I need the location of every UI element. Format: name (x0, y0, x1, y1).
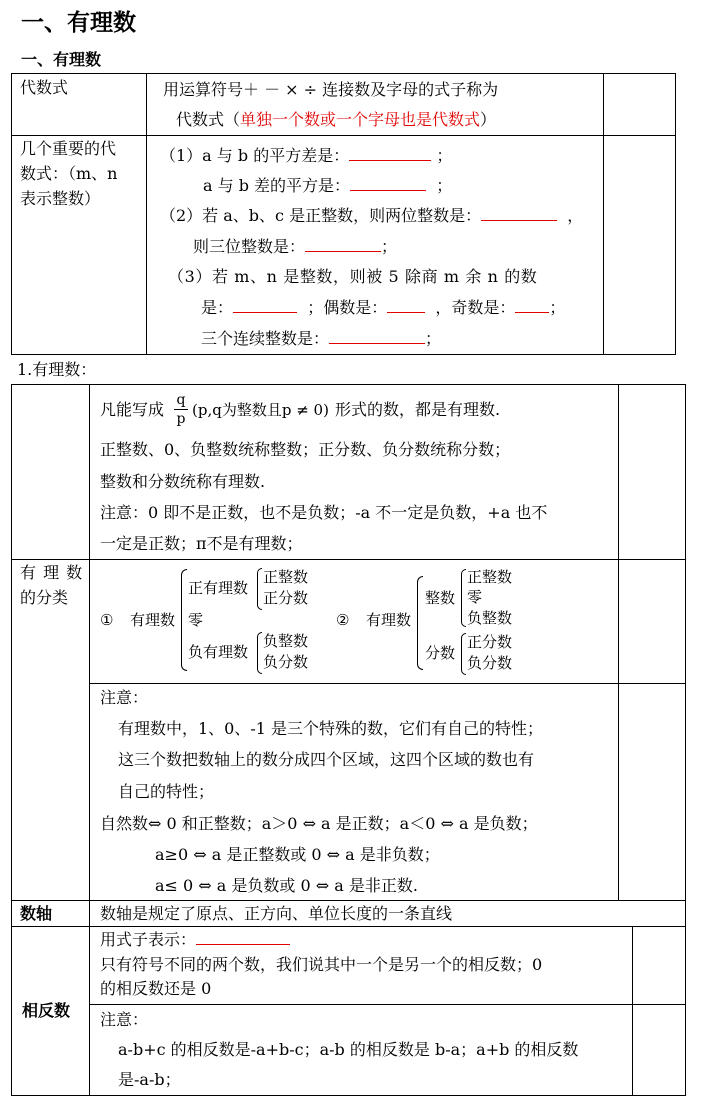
section-rational-numbers: 1.有理数： (17, 360, 97, 379)
brace (257, 568, 262, 610)
number-axis-definition: 数轴是规定了原点、正方向、单位长度的一条直线 (100, 904, 453, 923)
question-1b: a 与 b 差的平方是： ； (203, 176, 453, 195)
diagram-2-root: 有理数 (366, 611, 412, 629)
brace (417, 576, 423, 670)
fraction-bar (174, 409, 188, 410)
question-2b: 则三位整数是： ； (193, 237, 398, 256)
question-3a: （3）若 m、n 是整数，则被 5 除商 m 余 n 的数 (168, 267, 538, 286)
row-label-number-axis: 数轴 (20, 904, 53, 923)
diagram-2-positive-fraction: 正分数 (467, 633, 513, 651)
definition-suffix: 形式的数，都是有理数. (335, 400, 501, 419)
opposite-note-l1: a-b+c 的相反数是-a+b-c；a-b 的相反数是 b-a；a+b 的相反数 (118, 1040, 579, 1059)
diagram-1-zero: 零 (188, 611, 204, 629)
diagram-2-integer: 整数 (425, 589, 456, 607)
algebraic-def-line1: 用运算符号＋ － × ÷ 连接数及字母的式子称为 (163, 80, 499, 99)
row-label-important-l3: 表示整数） (20, 189, 101, 208)
question-3c: 三个连续整数是： ； (201, 329, 442, 348)
answer-blank[interactable] (305, 237, 381, 252)
algebraic-def-note: 单独一个数或一个字母也是代数式 (240, 110, 481, 129)
rational-sum-text: 整数和分数统称有理数. (100, 472, 266, 491)
note-nonnegative: a≥0 ⇔ a 是正整数或 0 ⇔ a 是非负数； (155, 845, 440, 864)
diagram-1-negative: 负有理数 (188, 643, 249, 661)
brace (461, 569, 466, 627)
row-label-important-l2: 数式：（m、n (20, 164, 118, 183)
note-special-numbers: 有理数中，1、0、-1 是三个特殊的数，它们有自己的特性； (118, 719, 544, 738)
definition-prefix: 凡能写成 (100, 400, 165, 419)
answer-blank[interactable] (329, 329, 425, 344)
fraction-denominator: p (176, 411, 186, 427)
diagram-1-positive-fraction: 正分数 (263, 589, 309, 607)
notes-heading: 注意： (100, 688, 149, 707)
note-pi: 一定是正数；π不是有理数； (100, 534, 303, 553)
diagram-1-number: ① (100, 611, 114, 629)
diagram-2-fraction: 分数 (425, 644, 456, 662)
diagram-2-zero: 零 (467, 588, 483, 606)
diagram-2-negative-integer: 负整数 (467, 609, 513, 627)
classification-label-l2: 的分类 (20, 588, 69, 607)
note-natural-numbers: 自然数⇔ 0 和正整数；a＞0 ⇔ a 是正数；a＜0 ⇔ a 是负数； (100, 814, 538, 833)
diagram-2-positive-integer: 正整数 (467, 568, 513, 586)
note-zero: 注意：0 即不是正数，也不是负数；-a 不一定是负数，+a 也不 (100, 503, 548, 522)
row-label-opposite: 相反数 (22, 1001, 71, 1020)
note-own-properties: 自己的特性； (118, 782, 215, 801)
note-four-regions: 这三个数把数轴上的数分成四个区域，这四个区域的数也有 (118, 750, 535, 769)
brace (461, 633, 466, 675)
expression-line: 用式子表示： (100, 930, 290, 950)
opposite-definition-l1: 只有符号不同的两个数，我们说其中一个是另一个的相反数；0 (100, 955, 543, 974)
section-subtitle: 一、有理数 (21, 50, 102, 69)
diagram-1-positive: 正有理数 (188, 579, 249, 597)
classification-label-l1: 有 理 数 (20, 563, 84, 582)
answer-blank[interactable] (349, 146, 431, 161)
note-nonpositive: a≤ 0 ⇔ a 是负数或 0 ⇔ a 是非正数. (155, 876, 418, 895)
question-3b: 是： ；偶数是： ，奇数是： ； (201, 298, 566, 317)
answer-blank[interactable] (387, 298, 425, 313)
opposite-notes-heading: 注意： (100, 1010, 149, 1029)
diagram-1-negative-fraction: 负分数 (263, 653, 309, 671)
answer-blank[interactable] (481, 206, 557, 221)
question-1a: （1）a 与 b 的平方差是： ； (160, 146, 453, 165)
definition-condition: (p,q为整数且p ≠ 0) (192, 401, 329, 419)
diagram-1-negative-integer: 负整数 (263, 632, 309, 650)
brace (257, 632, 262, 674)
diagram-1-root: 有理数 (130, 611, 176, 629)
integers-fractions-text: 正整数、0、负整数统称整数；正分数、负分数统称分数； (100, 440, 511, 459)
answer-blank[interactable] (196, 930, 290, 945)
row-label-algebraic: 代数式 (20, 78, 69, 97)
opposite-definition-l2: 的相反数还是 0 (100, 979, 212, 998)
brace (181, 569, 187, 671)
opposite-note-l2: 是-a-b； (118, 1070, 181, 1089)
diagram-2-negative-fraction: 负分数 (467, 654, 513, 672)
page-title: 一、有理数 (21, 9, 136, 36)
diagram-1-positive-integer: 正整数 (263, 568, 309, 586)
row-label-important-l1: 几个重要的代 (20, 139, 117, 158)
answer-blank[interactable] (350, 176, 426, 191)
answer-blank[interactable] (233, 298, 297, 313)
algebraic-def-line2: 代数式（单独一个数或一个字母也是代数式） (176, 110, 497, 129)
answer-blank[interactable] (515, 298, 549, 313)
diagram-2-number: ② (336, 611, 350, 629)
question-2a: （2）若 a、b、c 是正整数，则两位整数是： ， (160, 206, 584, 225)
fraction-numerator: q (176, 392, 186, 408)
